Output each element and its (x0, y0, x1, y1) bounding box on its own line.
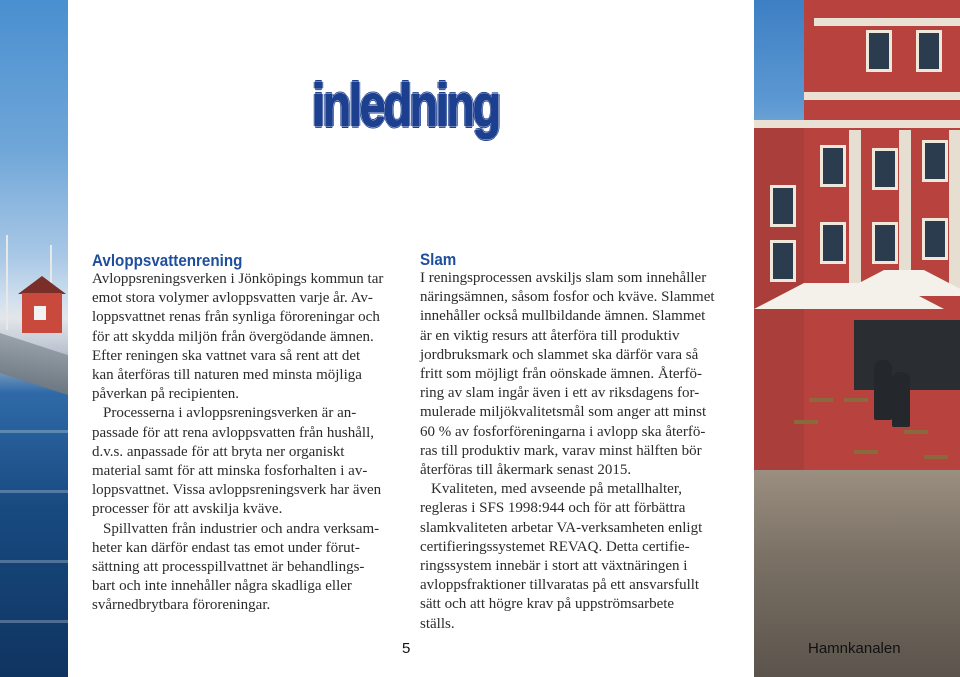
text-line: Spillvatten från industrier och andra verksam- (103, 520, 380, 537)
chair (809, 398, 833, 402)
text-line: passade för att rena avloppsvatten från hushåll, (92, 424, 374, 441)
text-line: loppsvattnet renas från synliga föroreningar och (92, 309, 380, 326)
text-line: jordbruksmark och slammet ska därför vara så (420, 346, 699, 363)
window (916, 30, 942, 72)
text-line: regleras i SFS 1998:944 och för att förbättra (420, 500, 686, 517)
text-line: loppsvattnet. Vissa avloppsreningsverk har även (92, 482, 382, 499)
text-line: mulerade miljökvalitetsmål som anger att minst (420, 404, 707, 421)
text-line: påverkan på recipienten. (92, 386, 240, 403)
window (872, 148, 898, 190)
text-line: slamkvaliteten arbetar VA-verksamheten enligt (420, 519, 703, 536)
text-line: kan återföras till naturen med minsta möjliga (92, 367, 362, 384)
pier (0, 333, 68, 395)
chair (924, 455, 948, 459)
cornice (754, 120, 960, 128)
chapter-title: inledning (312, 72, 499, 139)
text-line: certifieringssystemet REVAQ. Detta certifie- (420, 538, 690, 555)
cornice (804, 92, 960, 100)
section-heading-slam: Slam (420, 251, 457, 269)
column (849, 130, 861, 290)
cornice (814, 18, 960, 26)
section-body-slam (420, 269, 730, 634)
window (770, 240, 796, 282)
person (874, 360, 892, 420)
text-line: svårnedbrytbara föroreningar. (92, 597, 271, 614)
parasol (834, 270, 960, 296)
text-line: bart och inte innehåller några skadliga eller (92, 578, 352, 595)
text-line: heter kan därför endast tas emot under förut- (92, 539, 360, 556)
column (949, 130, 960, 290)
section-heading-avloppsvattenrening: Avloppsvattenrening (92, 252, 243, 270)
text-line: Processerna i avloppsreningsverken är an- (103, 405, 357, 422)
boathouse-window (34, 306, 46, 320)
chair (904, 430, 928, 434)
text-line: 60 % av fosforföreningarna i avlopp ska återfö- (420, 423, 706, 440)
text-line: I reningsprocessen avskiljs slam som innehåller (420, 270, 707, 286)
text-line: ringssystem innebär i stort att växtnäringen i (420, 558, 688, 575)
text-line: är en viktig resurs att återföra till produktiv (420, 327, 680, 344)
text-line: ring av slam ingår även i ett av riksdagens for- (420, 385, 700, 402)
text-line: innehåller också mullbildande ämnen. Slammet (420, 308, 706, 325)
text-line: avloppsfraktioner tillvaratas på ett ansvarsfullt (420, 577, 700, 594)
page-number: 5 (402, 640, 411, 657)
text-line: Avloppsreningsverken i Jönköpings kommun tar (92, 271, 384, 287)
chair (844, 398, 868, 402)
window (922, 140, 948, 182)
text-line: återföras till åkermark senast 2015. (420, 462, 632, 479)
flagpole (6, 235, 8, 330)
window (820, 145, 846, 187)
text-line: ras till produktiv mark, varav minst hälften bör (420, 442, 702, 459)
boathouse-roof (18, 276, 66, 294)
text-line: ställs. (420, 615, 455, 632)
window (866, 30, 892, 72)
water-ripple (0, 560, 68, 563)
harbor-photo (0, 0, 68, 677)
section-body-avloppsvattenrening (92, 270, 402, 616)
hamnkanalen-photo (754, 0, 960, 677)
column (899, 130, 911, 290)
text-line: näringsämnen, såsom fosfor och kväve. Slammet (420, 289, 715, 306)
text-line: d.v.s. anpassade för att bryta ner organiskt (92, 443, 345, 460)
text-line: material samt för att minska fosforhalten i av- (92, 463, 368, 480)
water-ripple (0, 620, 68, 623)
window (922, 218, 948, 260)
window (770, 185, 796, 227)
text-line: fritt som möjligt från oönskade ämnen. Återfö- (420, 366, 703, 383)
text-line: Kvaliteten, med avseende på metallhalter, (431, 481, 682, 498)
text-line: processer för att avskilja kväve. (92, 501, 283, 518)
person (892, 372, 910, 427)
chair (854, 450, 878, 454)
text-line: för att skydda miljön från övergödande ämnen. (92, 328, 374, 345)
text-line: Efter reningen ska vattnet vara så rent att det (92, 347, 361, 364)
water-ripple (0, 490, 68, 493)
window (872, 222, 898, 264)
window (820, 222, 846, 264)
text-line: sättning att processpillvattnet är behandlings- (92, 559, 365, 576)
chair (794, 420, 818, 424)
photo-caption: Hamnkanalen (808, 640, 901, 657)
text-line: sätt och att högre krav på uppströmsarbete (420, 596, 675, 613)
water-ripple (0, 430, 68, 433)
text-line: emot stora volymer avloppsvatten varje år. Av- (92, 290, 373, 307)
